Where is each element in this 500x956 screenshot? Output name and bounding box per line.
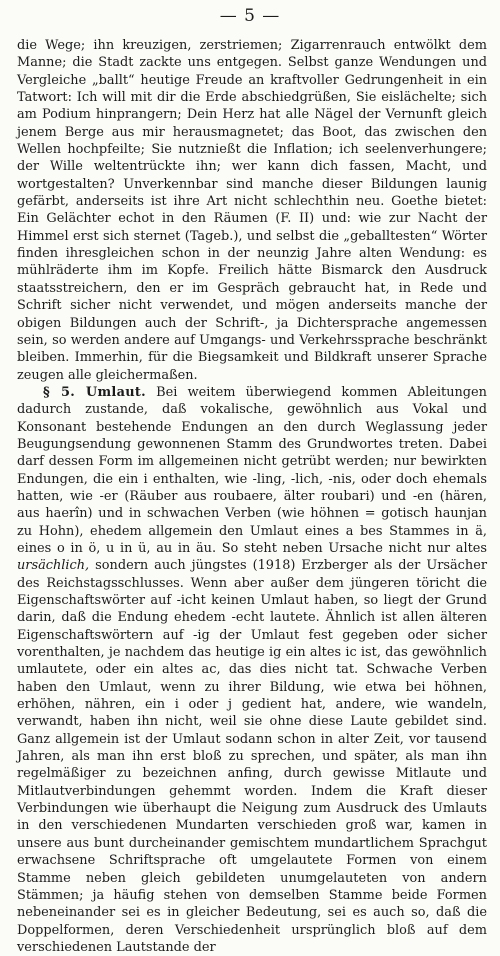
body-text (17, 37, 487, 956)
paragraph-umlaut-text-2: sondern auch jüngstes (1918) Erzberger als der Ursächer des Reichstagsschlusses. Wenn aber außer dem jüngeren töricht die Eigenschaftswörter auf -icht keinen Umlaut haben, so liegt der Grund darin, daß die Endung ehedem -echt lautete. Ähnlich ist allen älteren Eigenschaftswörtern auf -ig der Umlaut fest gegeben oder sicher vorenthalten, je nachdem das heutige ig ein altes ic ist, das gewöhnlich umlautete, oder ein altes ac, das dies nicht tat. Schwache Verben haben den Umlaut, wenn zu ihrer Bildung, wie etwa bei höhnen, erhöhen, nähren, ein i oder j gedient hat, andere, wie wandeln, verwandt, haben ihn nicht, weil sie ohne diese Laute gebildet sind. Ganz allgemein ist der Umlaut sodann schon in alter Zeit, vor tausend Jahren, als man ihn erst bloß zu sprechen, und später, als man ihn regelmäßiger zu bezeichnen anfing, durch gewisse Mitlaute und Mitlautverbindungen gehemmt worden. Indem die Kraft dieser Verbindungen wie überhaupt die Neigung zum Ausdruck des Umlauts in den verschiedenen Mundarten verschieden groß war, kamen in unsere aus bunt durcheinander gemischtem mundartlichem Sprachgut erwachsene Schriftsprache oft umgelautete Formen von einem Stamme neben gleich gebildeten unumgelauteten von andern Stämmen; ja häufig stehen von demselben Stamme beide Formen nebeneinander sei es in gleicher Bedeutung, sei es auch so, daß die Doppelformen, deren Verschiedenheit ursprünglich bloß auf dem verschiedenen Lautstande der (17, 558, 487, 955)
emphasized-word: ursächlich, (17, 558, 90, 574)
paragraph-umlaut-text-1: Bei weitem überwiegend kommen Ableitungen dadurch zustande, daß vokalische, gewöhnlich aus Vokal und Konsonant bestehende Endungen an den durch Weglassung jeder Beugungsendung gewonnenen Stamm des Grundwortes treten. Dabei darf dessen Form im allgemeinen nicht getrübt werden; nur bewirkten Endungen, die ein i enthalten, wie -ling, -lich, -nis, oder doch ehemals hatten, wie -er (Räuber aus roubaere, älter roubari) und -en (hären, aus haerîn) und in schwachen Verben (wie höhnen = gotisch haunjan zu Hohn), ehedem allgemein den Umlaut eines a bes Stammes in ä, eines o in ö, u in ü, au in äu. So steht neben Ursache nicht nur altes (17, 384, 487, 556)
paragraph-word-formation: die Wege; ihn kreuzigen, zerstriemen; Zigarrenrauch entwölkt dem Manne; die Stadt zackte uns entgegen. Selbst ganze Wendungen und Vergleiche „ballt“ heutige Freude an kraftvoller Gedrungenheit in ein Tatwort: Ich will mit dir die Erde abschiedgrüßen, Sie eislächelte; sich am Podium hinprangern; Dein Herz hat alle Nägel der Vernunft gleich jenem Berge aus mir herausmagnetet; das Boot, das zwischen den Wellen hochpfeilte; Sie nutznießt die Inflation; ich seelenverhungere; der Wille weltentrückte ihn; wer kann dich fassen, Macht, und wortgestalten? Unverkennbar sind manche dieser Bildungen launig gefärbt, anderseits ist ihre Art nicht schlechthin neu. Goethe bietet: Ein Gelächter echot in den Räumen (F. II) und: wie zur Nacht der Himmel erst sich sternet (Tageb.), und selbst die „geballtesten“ Wörter finden ihresgleichen schon in der neunzig Jahre alten Wendung: es mühlräderte ihm im Kopfe. Freilich hätte Bismarck den Ausdruck staatsstreichern, den er im Gespräch gebraucht hat, in Rede und Schrift sicher nicht verwendet, und mögen anderseits manche der obigen Bildungen auch der Schrift-, ja Dichtersprache angemessen sein, so werden andere auf Umgangs- und Verkehrssprache beschränkt bleiben. Immerhin, für die Biegsamkeit und Bildkraft unserer Sprache zeugen alle gleichermaßen. (17, 38, 487, 383)
paragraph-umlaut (17, 384, 487, 956)
page-number: — 5 — (219, 6, 281, 26)
section-heading-umlaut: § 5. Umlaut. (43, 384, 146, 400)
